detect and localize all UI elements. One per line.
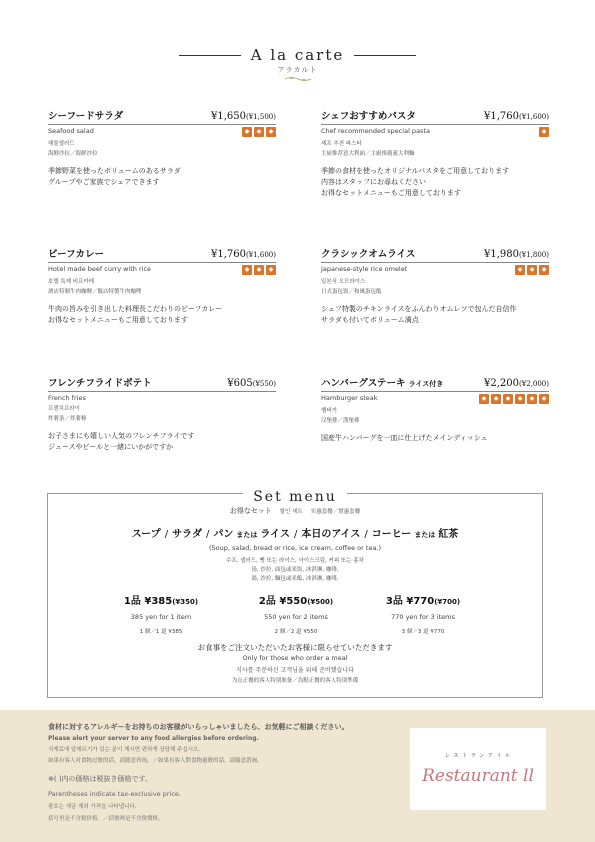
item-head xyxy=(321,375,549,392)
set-sub-ja: お得なセット xyxy=(229,507,272,515)
set-item: ライス xyxy=(260,529,290,540)
item-meta xyxy=(48,127,276,137)
option-price: 1品 ¥385(¥350) xyxy=(123,596,199,607)
set-note-ko: 식사를 주문하신 고객님을 위해 준비했습니다 xyxy=(236,667,354,674)
set-option-1 xyxy=(106,592,216,635)
set-title-wrap xyxy=(48,486,542,505)
item-name: ハンバーグステーキ ライス付き xyxy=(321,378,444,389)
set-sub-ko: 할인 세트 xyxy=(279,509,303,515)
pig-icon: ◆ xyxy=(527,394,537,404)
menu-item-omurice xyxy=(321,246,549,326)
tax-note-ja: ※( )内の価格は税抜き価格です。 xyxy=(48,775,152,783)
shrimp-icon: ◆ xyxy=(254,127,264,137)
item-price: ¥1,980(¥1,800) xyxy=(484,249,549,260)
set-item: サラダ xyxy=(172,529,202,540)
page-header xyxy=(0,46,595,82)
crab-icon: ◆ xyxy=(266,127,276,137)
leaf-ornament-icon xyxy=(283,76,313,82)
desc-line: お得なセットメニューもご用意しております xyxy=(48,316,188,324)
logo-kana: レ ス ト ラ ン ア イ ル xyxy=(444,753,512,759)
fish-icon: ◆ xyxy=(242,127,252,137)
item-description xyxy=(321,304,549,326)
wheat-icon: ◆ xyxy=(242,265,252,275)
set-item: 紅茶 xyxy=(438,529,459,540)
tax-note-en: Parentheses indicate tax-exclusive price. xyxy=(48,790,181,798)
option-price: 3品 ¥770(¥700) xyxy=(385,596,461,607)
set-items-zh-traditional: 湯, 沙拉, 麵包或米飯, 冰淇淋, 咖啡, xyxy=(251,576,339,582)
item-description xyxy=(321,433,549,444)
option-zh: 1 個／1 道 ¥385 xyxy=(139,629,183,635)
item-name-zh: 日式蛋包饭／和風蛋包飯 xyxy=(321,289,382,295)
desc-line: サラダも付いてボリューム満点 xyxy=(321,316,419,324)
item-head xyxy=(48,246,276,263)
desc-line: 季節の食材を使ったオリジナルパスタをご用意しております xyxy=(321,167,510,175)
or-word: または xyxy=(236,531,258,539)
set-sub-zh: 实惠套餐／實惠套餐 xyxy=(310,509,361,515)
item-name-zh: 主厨推荐意大利面／主廚推薦義大利麵 xyxy=(321,151,415,157)
item-price: ¥605(¥550) xyxy=(227,378,276,389)
set-item: 本日のアイス xyxy=(301,529,361,540)
title-rule-right xyxy=(354,55,416,56)
desc-line: 牛肉の旨みを引き出した料理長こだわりのビーフカレー xyxy=(48,305,223,313)
item-price: ¥1,760(¥1,600) xyxy=(211,249,276,260)
allergy-note-ko: 식재료에 알레르기가 있는 분이 계시면 편하게 상담해 주십시오. xyxy=(48,747,201,753)
allergy-note-zh: 如果有客人对食物过敏的话，请随意咨询。／如果有客人對食物過敏的話，請隨意諮詢。 xyxy=(48,758,263,764)
item-name-en: French fries xyxy=(48,394,86,402)
egg-icon: ◆ xyxy=(515,265,525,275)
item-name: ビーフカレー xyxy=(48,249,105,260)
item-name-ko: 셰프 추천 파스타 xyxy=(321,141,362,147)
option-en: 550 yen for 2 items xyxy=(264,613,328,621)
item-head xyxy=(321,108,549,125)
allergen-icons xyxy=(242,127,276,137)
set-items-ko: 수프, 샐러드, 빵 또는 라이스, 아이스크림, 커피 또는 홍차 xyxy=(226,558,364,564)
option-price: 2品 ¥550(¥500) xyxy=(258,596,334,607)
milk-icon: ◆ xyxy=(491,394,501,404)
egg-icon: ◆ xyxy=(503,394,513,404)
desc-line: 内容はスタッフにお尋ねください xyxy=(321,178,426,186)
item-meta xyxy=(48,394,276,402)
set-items-zh: 汤, 沙拉, 面包或米饭, 冰淇淋, 咖啡, xyxy=(251,567,339,573)
menu-item-seafood-salad xyxy=(48,108,276,188)
item-meta xyxy=(321,265,549,275)
desc-line: 国産牛ハンバーグを一皿に仕上げたメインディッシュ xyxy=(321,434,488,442)
tax-note-zh: 括号里是不含税价格。／括號裡是不含稅價格。 xyxy=(48,816,164,822)
page-subtitle: アラカルト xyxy=(277,66,318,74)
set-option-2 xyxy=(241,592,351,635)
item-name-zh: 酒店特制牛肉咖喱／飯店特製牛肉咖哩 xyxy=(48,289,142,295)
separator: / xyxy=(364,529,368,540)
page-title: A la carte xyxy=(250,46,345,64)
desc-line: グループやご家族でシェアできます xyxy=(48,178,160,186)
desc-line: シェフ特製のチキンライスをふんわりオムレツで包んだ自信作 xyxy=(321,305,517,313)
item-name-en: Chef recommended special pasta xyxy=(321,127,430,135)
item-name-en: Seafood salad xyxy=(48,127,94,135)
separator: / xyxy=(164,529,169,540)
item-name: クラシックオムライス xyxy=(321,249,416,260)
item-name-en: Japanese-style rice omelet xyxy=(321,265,408,273)
wheat-icon: ◆ xyxy=(539,127,549,137)
set-menu-items xyxy=(48,525,542,540)
set-note-en: Only for those who order a meal xyxy=(242,654,348,662)
allergen-icons xyxy=(515,265,549,275)
item-name-en: Hamburger steak xyxy=(321,394,378,402)
option-zh: 3 個／3 道 ¥770 xyxy=(401,629,445,635)
item-name-ko: 햄버거 xyxy=(321,408,337,414)
chicken-icon: ◆ xyxy=(527,265,537,275)
allergy-note-ja: 食材に対するアレルギーをお持ちのお客様がいらっしゃいましたら、お気軽にご相談ください。 xyxy=(48,723,349,731)
menu-item-chef-pasta xyxy=(321,108,549,199)
footer-notes xyxy=(48,722,398,822)
or-word: または xyxy=(414,531,436,539)
allergen-icons xyxy=(479,394,549,404)
set-menu-title: Set menu xyxy=(243,489,347,505)
item-description xyxy=(321,166,549,199)
item-name-en: Hotel made beef curry with rice xyxy=(48,265,152,273)
logo-text: Restaurant ll xyxy=(422,766,534,786)
item-name-zh: 汉堡排／漢堡排 xyxy=(321,418,360,424)
set-menu-box xyxy=(47,489,543,698)
item-description xyxy=(48,166,276,188)
item-name-ko: 호텔 특제 비프카레 xyxy=(48,279,95,285)
allergen-icons xyxy=(539,127,549,137)
desc-line: 季節野菜を使ったボリュームのあるサラダ xyxy=(48,167,181,175)
footer-band xyxy=(0,710,595,842)
allergen-icons xyxy=(242,265,276,275)
allergy-note-en: Please alert your server to any food allergies before ordering. xyxy=(48,735,259,742)
set-item: コーヒー xyxy=(371,529,412,540)
tax-note-ko: 괄호는 세금 제외 가격을 나타냅니다. xyxy=(48,804,137,810)
separator: / xyxy=(205,529,210,540)
item-name-zh: 炸薯条／炸薯條 xyxy=(48,416,87,422)
milk-icon: ◆ xyxy=(254,265,264,275)
title-rule-left xyxy=(179,55,241,56)
separator: / xyxy=(293,529,298,540)
restaurant-logo xyxy=(410,728,546,810)
item-name-ko: 해물샐러드 xyxy=(48,141,75,147)
item-name-ko: 일본식 오므라이스 xyxy=(321,279,366,285)
set-item: スープ xyxy=(131,529,161,540)
set-menu-subtitle xyxy=(48,506,542,516)
item-meta xyxy=(48,265,276,275)
item-name: シーフードサラダ xyxy=(48,111,124,122)
set-item: パン xyxy=(213,529,234,540)
item-name-ko: 프렌치프라이 xyxy=(48,406,80,412)
item-description xyxy=(48,304,276,326)
soy-icon: ◆ xyxy=(539,394,549,404)
item-description xyxy=(48,431,276,453)
item-name: フレンチフライドポテト xyxy=(48,378,152,389)
item-name: シェフおすすめパスタ xyxy=(321,111,416,122)
menu-item-hamburger-steak xyxy=(321,375,549,444)
menu-item-french-fries xyxy=(48,375,276,453)
title-row xyxy=(0,46,595,64)
desc-line: お得なセットメニューもご用意しております xyxy=(321,189,461,197)
set-option-3 xyxy=(368,592,478,635)
set-note: お食事をご注文いただいたお客様に限らせていただきます xyxy=(197,643,393,652)
item-name-zh: 海鮮沙拉／海鮮沙拉 xyxy=(48,151,98,157)
item-meta xyxy=(321,127,549,137)
wheat-icon: ◆ xyxy=(479,394,489,404)
set-items-en: (Soup, salad, bread or rice, ice cream, coffee or tea.) xyxy=(208,544,382,552)
item-head xyxy=(48,375,276,392)
cow-icon: ◆ xyxy=(539,265,549,275)
item-meta xyxy=(321,394,549,404)
desc-line: ジュースやビールと一緒にいかがですか xyxy=(48,443,174,451)
item-price: ¥1,650(¥1,500) xyxy=(211,111,276,122)
item-price: ¥2,200(¥2,000) xyxy=(484,378,549,389)
cow-icon: ◆ xyxy=(266,265,276,275)
cow-icon: ◆ xyxy=(515,394,525,404)
option-zh: 2 個／2 道 ¥550 xyxy=(274,629,318,635)
item-head xyxy=(321,246,549,263)
set-note-zh: 为点正餐的客人特别准备／為點正餐的客人特別準備 xyxy=(231,678,359,684)
item-price: ¥1,760(¥1,600) xyxy=(484,111,549,122)
menu-item-beef-curry xyxy=(48,246,276,326)
option-en: 385 yen for 1 item xyxy=(130,613,192,621)
item-head xyxy=(48,108,276,125)
option-en: 770 yen for 3 items xyxy=(391,613,455,621)
desc-line: お子さまにも嬉しい人気のフレンチフライです xyxy=(48,432,195,440)
